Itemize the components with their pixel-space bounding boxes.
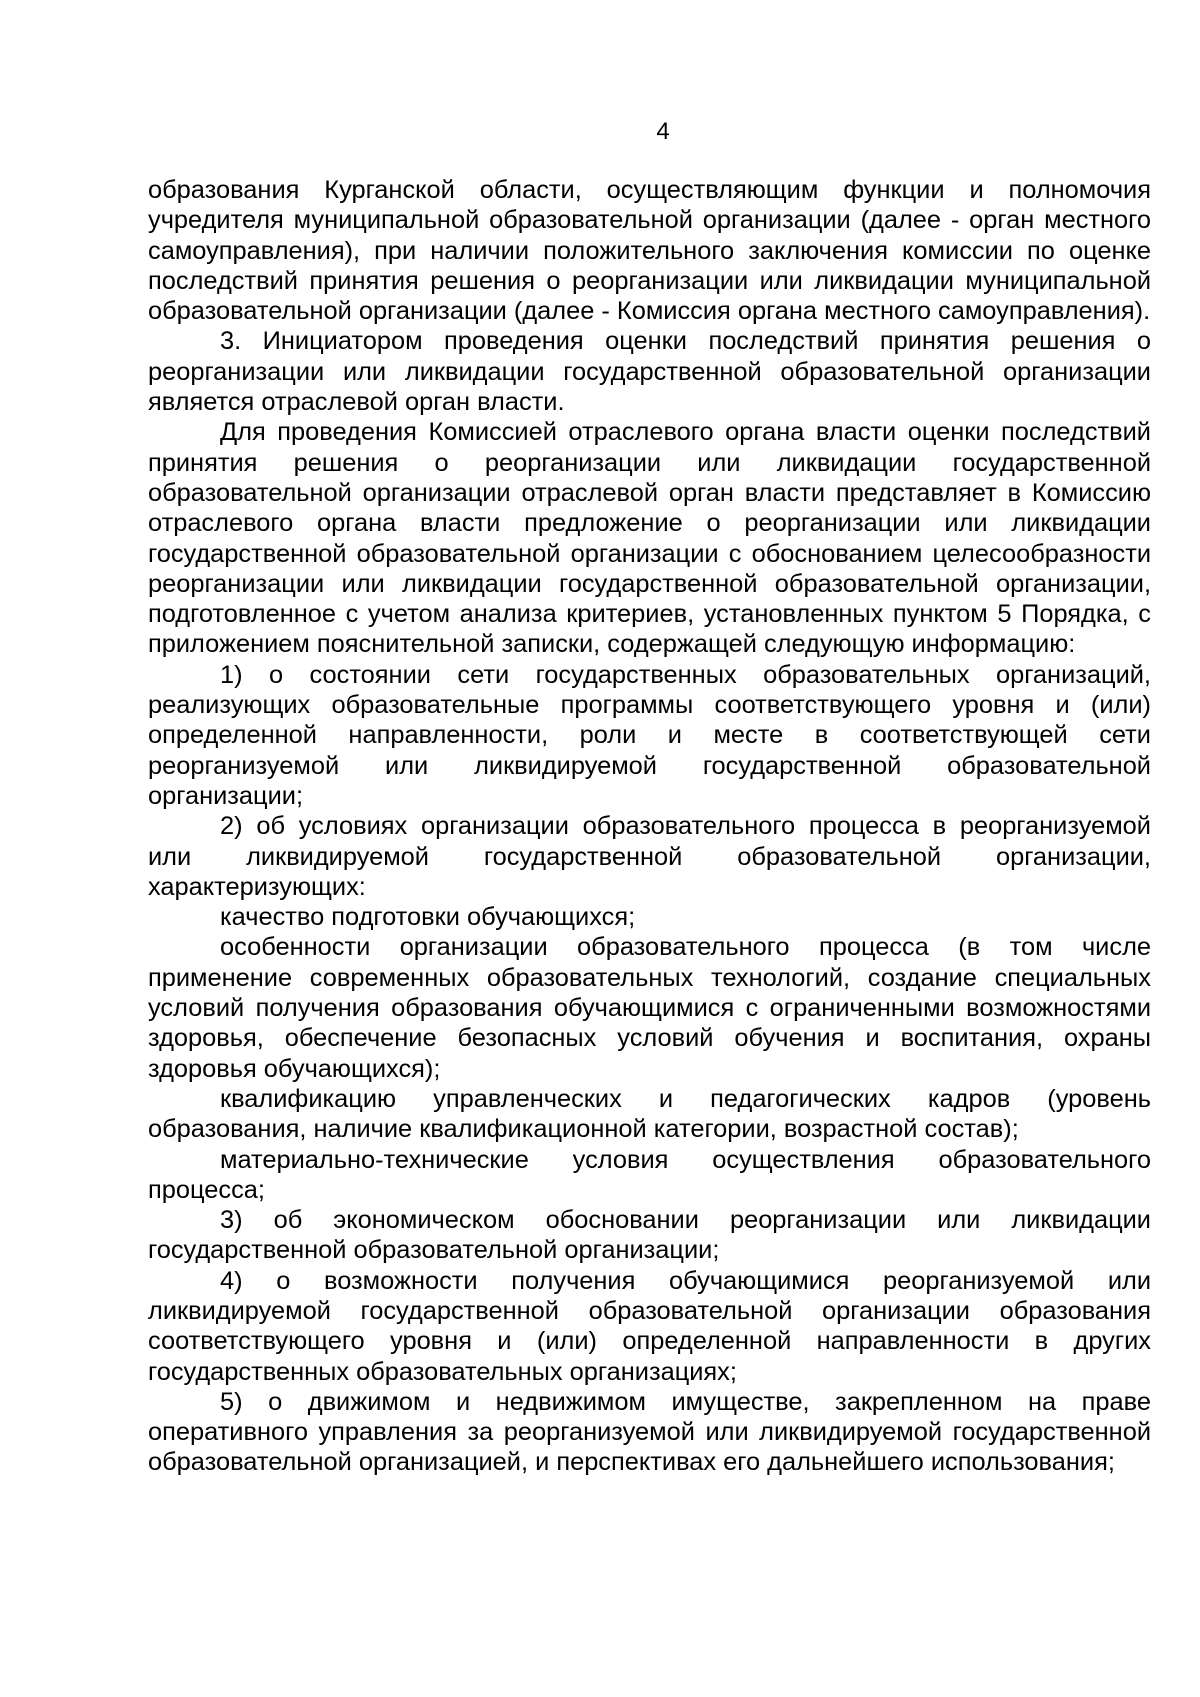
list-item-2: 2) об условиях организации образовательного процесса в реорганизуемой или ликвидируемой государственной образовательной организации, характеризующих: (148, 812, 1151, 901)
document-body (148, 175, 1151, 1478)
list-subitem-material: материально-технические условия осуществления образовательного процесса; (148, 1145, 1151, 1204)
list-subitem-features: особенности организации образовательного процесса (в том числе применение современных образовательных технологий, создание специальных условий получения образования обучающимися с ограниченными возможностями здоровья, обеспечение безопасных условий обучения и воспитания, охраны здоровья обучающихся); (148, 933, 1151, 1083)
list-subitem-qualification: квалификацию управленческих и педагогических кадров (уровень образования, наличие квалификационной категории, возрастной состав); (148, 1084, 1151, 1144)
page-number: 4 (656, 118, 670, 145)
list-item-5: 5) о движимом и недвижимом имуществе, закрепленном на праве оперативного управления за реорганизуемой или ликвидируемой государственной образовательной организацией, и перспективах его дальнейшего использования; (148, 1387, 1151, 1477)
paragraph-continuation: образования Курганской области, осуществляющим функции и полномочия учредителя муниципальной образовательной организации (далее - орган местного самоуправления), при наличии положительного заключения комиссии по оценке последствий принятия решения о реорганизации или ликвидации муниципальной образовательной организации (далее - Комиссия органа местного самоуправления). (148, 176, 1151, 326)
list-item-4: 4) о возможности получения обучающимися реорганизуемой или ликвидируемой государственной образовательной организации образования соответствующего уровня и (или) определенной направленности в других государственных образовательных организациях; (148, 1266, 1151, 1386)
paragraph-item-3: 3. Инициатором проведения оценки последствий принятия решения о реорганизации или ликвидации государственной образовательной организации является отраслевой орган власти. (148, 327, 1151, 417)
paragraph-proposal: Для проведения Комиссией отраслевого органа власти оценки последствий принятия решения о реорганизации или ликвидации государственной образовательной организации отраслевой орган власти представляет в Комиссию отраслевого органа власти предложение о реорганизации или ликвидации государственной образовательной организации с обоснованием целесообразности реорганизации или ликвидации государственной образовательной организации, подготовленное с учетом анализа критериев, установленных пунктом 5 Порядка, с приложением пояснительной записки, содержащей следующую информацию: (148, 418, 1151, 659)
list-item-1: 1) о состоянии сети государственных образовательных организаций, реализующих образовательные программы соответствующего уровня и (или) определенной направленности, роли и месте в соответствующей сети реорганизуемой или ликвидируемой государственной образовательной организации; (148, 660, 1151, 810)
list-subitem-quality: качество подготовки обучающихся; (220, 903, 636, 932)
list-item-3: 3) об экономическом обосновании реорганизации или ликвидации государственной образовательной организации; (148, 1206, 1151, 1265)
